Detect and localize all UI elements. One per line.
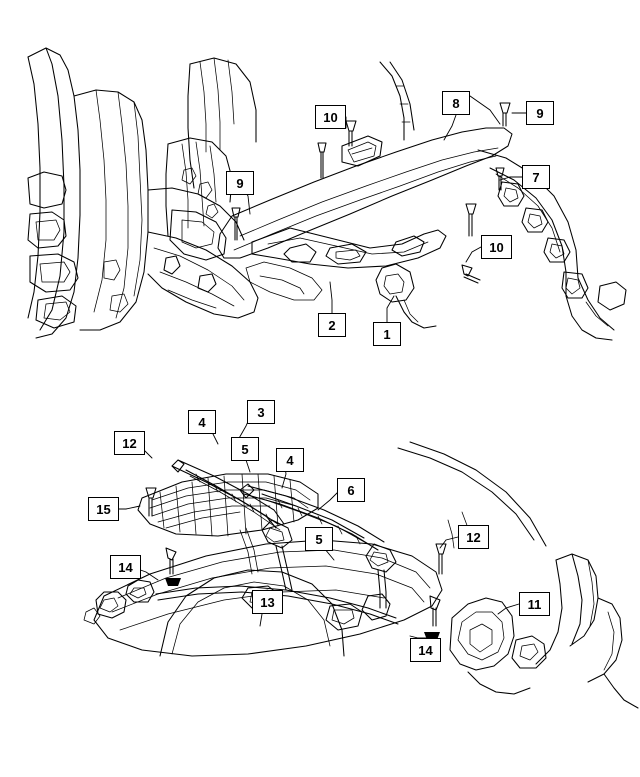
callout-6[interactable]: 6 (337, 478, 365, 502)
callout-13[interactable]: 13 (252, 590, 283, 614)
callout-14-a[interactable]: 14 (110, 555, 141, 579)
callout-14-b[interactable]: 14 (410, 638, 441, 662)
callout-1[interactable]: 1 (373, 322, 401, 346)
callout-10-b[interactable]: 10 (481, 235, 512, 259)
callout-12-a[interactable]: 12 (114, 431, 145, 455)
callout-11[interactable]: 11 (519, 592, 550, 616)
callout-4-b[interactable]: 4 (276, 448, 304, 472)
callout-3[interactable]: 3 (247, 400, 275, 424)
callout-5-b[interactable]: 5 (305, 527, 333, 551)
callout-12-b[interactable]: 12 (458, 525, 489, 549)
callout-15[interactable]: 15 (88, 497, 119, 521)
callout-7[interactable]: 7 (522, 165, 550, 189)
callout-8[interactable]: 8 (442, 91, 470, 115)
callout-9-b[interactable]: 9 (226, 171, 254, 195)
fastener-group-upper (232, 103, 510, 283)
callout-10-a[interactable]: 10 (315, 105, 346, 129)
callout-5-a[interactable]: 5 (231, 437, 259, 461)
callout-9-a[interactable]: 9 (526, 101, 554, 125)
upper-view-body-structure (28, 48, 626, 340)
callout-4-a[interactable]: 4 (188, 410, 216, 434)
callout-2[interactable]: 2 (318, 313, 346, 337)
upper-leader-lines (240, 96, 526, 322)
